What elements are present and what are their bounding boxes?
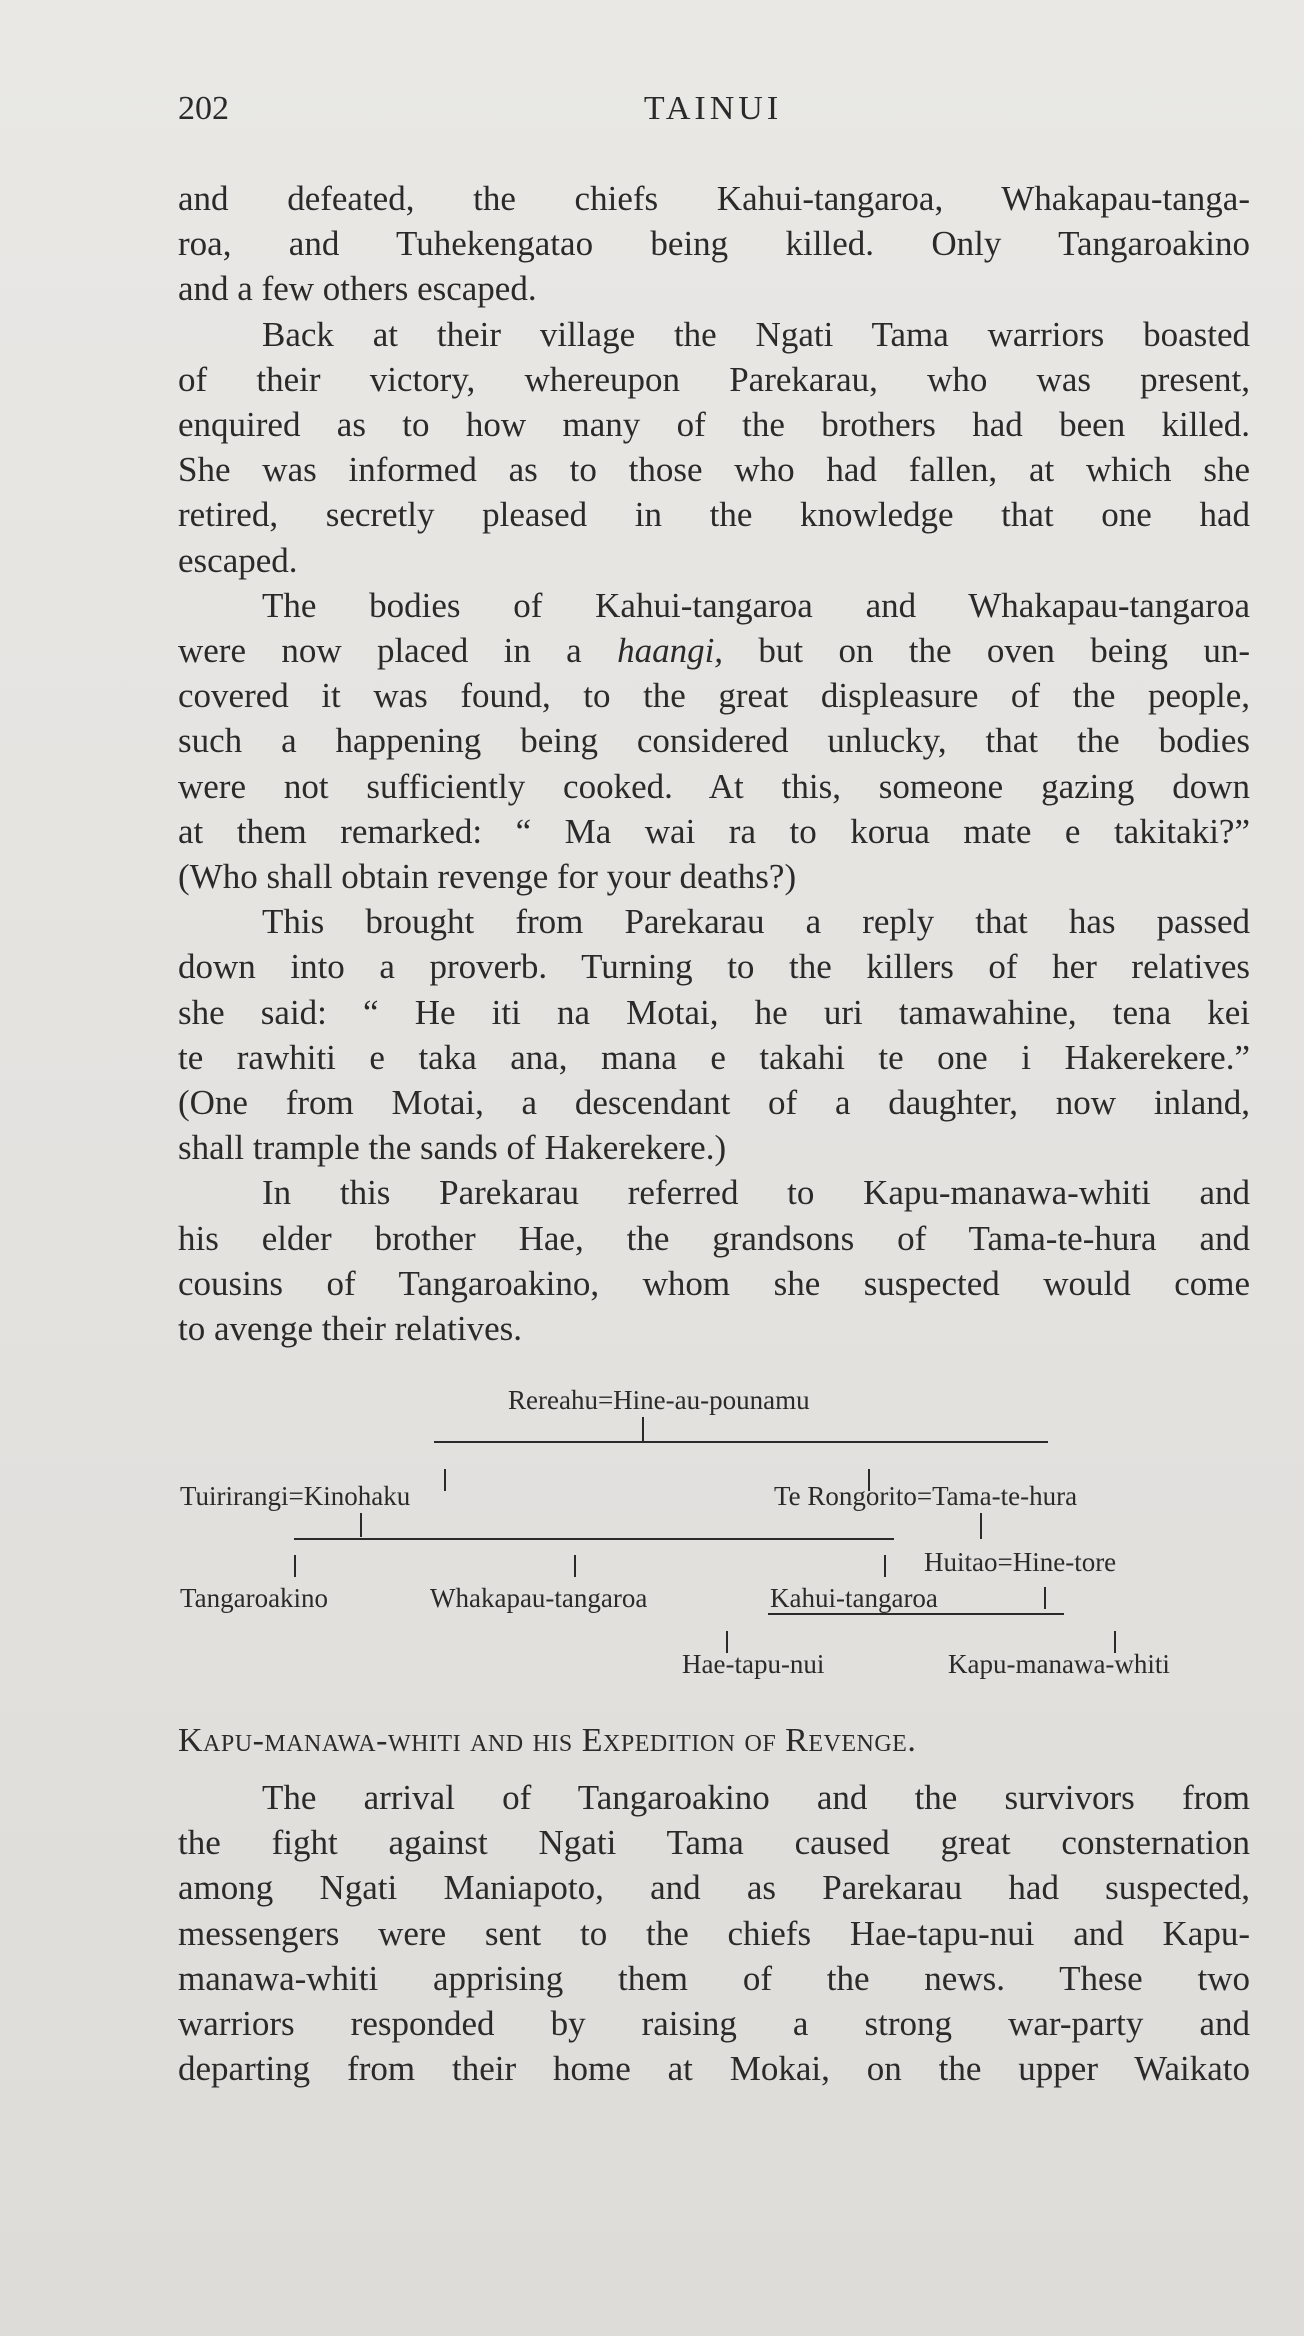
text-line: warriors responded by raising a strong war-party and — [178, 2004, 1250, 2044]
text-line: the fight against Ngati Tama caused great consternation — [178, 1823, 1250, 1863]
paragraph-3 — [178, 583, 1250, 899]
text-line: such a happening being considered unlucky, that the bodies — [178, 721, 1250, 761]
text-line: (Who shall obtain revenge for your deaths?) — [178, 857, 797, 897]
text-line: This brought from Parekarau a reply that has passed — [262, 902, 1250, 942]
body-text-continued — [178, 1775, 1250, 2091]
text-line: down into a proverb. Turning to the killers of her relatives — [178, 947, 1250, 987]
paragraph-4 — [178, 899, 1250, 1170]
genealogy-line — [1044, 1587, 1046, 1609]
text-line: retired, secretly pleased in the knowledge that one had — [178, 495, 1250, 535]
text-line: The arrival of Tangaroakino and the survivors from — [262, 1778, 1250, 1817]
genealogy-line — [360, 1513, 362, 1537]
text-line: she said: “ He iti na Motai, he uri tamawahine, tena kei — [178, 992, 1250, 1032]
text-line: te rawhiti e taka ana, mana e takahi te one i Hakerekere.” — [178, 1037, 1250, 1077]
genealogy-right-couple: Te Rongorito=Tama-te-hura — [774, 1481, 1078, 1511]
genealogy-line — [884, 1555, 886, 1577]
text-line: and a few others escaped. — [178, 269, 537, 309]
text-line: among Ngati Maniapoto, and as Parekarau had suspected, — [178, 1868, 1250, 1908]
text-line — [178, 628, 1250, 673]
running-head: TAINUI — [643, 90, 783, 127]
text-line: shall trample the sands of Hakerekere.) — [178, 1128, 727, 1168]
genealogy-line — [294, 1555, 296, 1577]
genealogy-line — [768, 1613, 1064, 1615]
text-line: escaped. — [178, 540, 298, 580]
paragraph-5 — [178, 1170, 1250, 1351]
text-line: of their victory, whereupon Parekarau, who was present, — [178, 359, 1250, 399]
paragraph-1 — [178, 176, 1250, 312]
genealogy-line — [444, 1469, 446, 1491]
genealogy-child: Tangaroakino — [180, 1583, 329, 1613]
italic-term: haangi, — [617, 631, 724, 671]
genealogy-child: Whakapau-tangaroa — [430, 1583, 648, 1613]
text-line: roa, and Tuhekengatao being killed. Only Tangaroakino — [178, 224, 1250, 264]
text-line: In this Parekarau referred to Kapu-manawa-whiti and — [262, 1173, 1250, 1213]
genealogy-line — [980, 1513, 982, 1539]
text-line: at them remarked: “ Ma wai ra to korua mate e takitaki?” — [178, 811, 1250, 851]
text-line: The bodies of Kahui-tangaroa and Whakapau-tangaroa — [262, 585, 1250, 625]
text-line: departing from their home at Mokai, on the upper Waikato — [178, 2049, 1250, 2089]
text-line: were not sufficiently cooked. At this, someone gazing down — [178, 766, 1250, 806]
text-line: manawa-whiti apprising them of the news. These two — [178, 1958, 1250, 1998]
genealogy-left-couple: Tuirirangi=Kinohaku — [180, 1481, 411, 1511]
body-text — [178, 176, 1250, 1351]
genealogy-right-child-couple: Huitao=Hine-tore — [924, 1547, 1117, 1577]
text-line: enquired as to how many of the brothers had been killed. — [178, 405, 1250, 445]
genealogy-top-couple: Rereahu=Hine-au-pounamu — [508, 1385, 810, 1415]
text-line: cousins of Tangaroakino, whom she suspected would come — [178, 1263, 1250, 1303]
page-header — [178, 90, 1248, 134]
genealogy-chart — [178, 1375, 1258, 1695]
text-line: Back at their village the Ngati Tama warriors boasted — [262, 314, 1250, 354]
genealogy-line — [642, 1417, 644, 1441]
section-heading: Kapu-manawa-whiti and his Expedition of Revenge. — [178, 1722, 917, 1759]
text-span: were now placed in a — [178, 631, 582, 671]
text-line: his elder brother Hae, the grandsons of Tama-te-hura and — [178, 1218, 1250, 1258]
text-line: (One from Motai, a descendant of a daughter, now inland, — [178, 1083, 1250, 1123]
text-line: covered it was found, to the great displeasure of the people, — [178, 676, 1250, 716]
paragraph-2 — [178, 312, 1250, 583]
text-line: and defeated, the chiefs Kahui-tangaroa, Whakapau-tanga- — [178, 179, 1250, 218]
page-number: 202 — [178, 90, 229, 127]
genealogy-line — [574, 1555, 576, 1577]
text-line: to avenge their relatives. — [178, 1309, 523, 1349]
genealogy-grandchild: Kapu-manawa-whiti — [948, 1649, 1170, 1679]
genealogy-line — [434, 1441, 1048, 1443]
text-line: She was informed as to those who had fallen, at which she — [178, 450, 1250, 490]
text-span: but on the oven being un- — [758, 631, 1251, 671]
genealogy-line — [294, 1538, 894, 1540]
genealogy-grandchild: Hae-tapu-nui — [682, 1649, 825, 1679]
text-line: messengers were sent to the chiefs Hae-tapu-nui and Kapu- — [178, 1913, 1250, 1953]
genealogy-child: Kahui-tangaroa — [770, 1583, 938, 1613]
